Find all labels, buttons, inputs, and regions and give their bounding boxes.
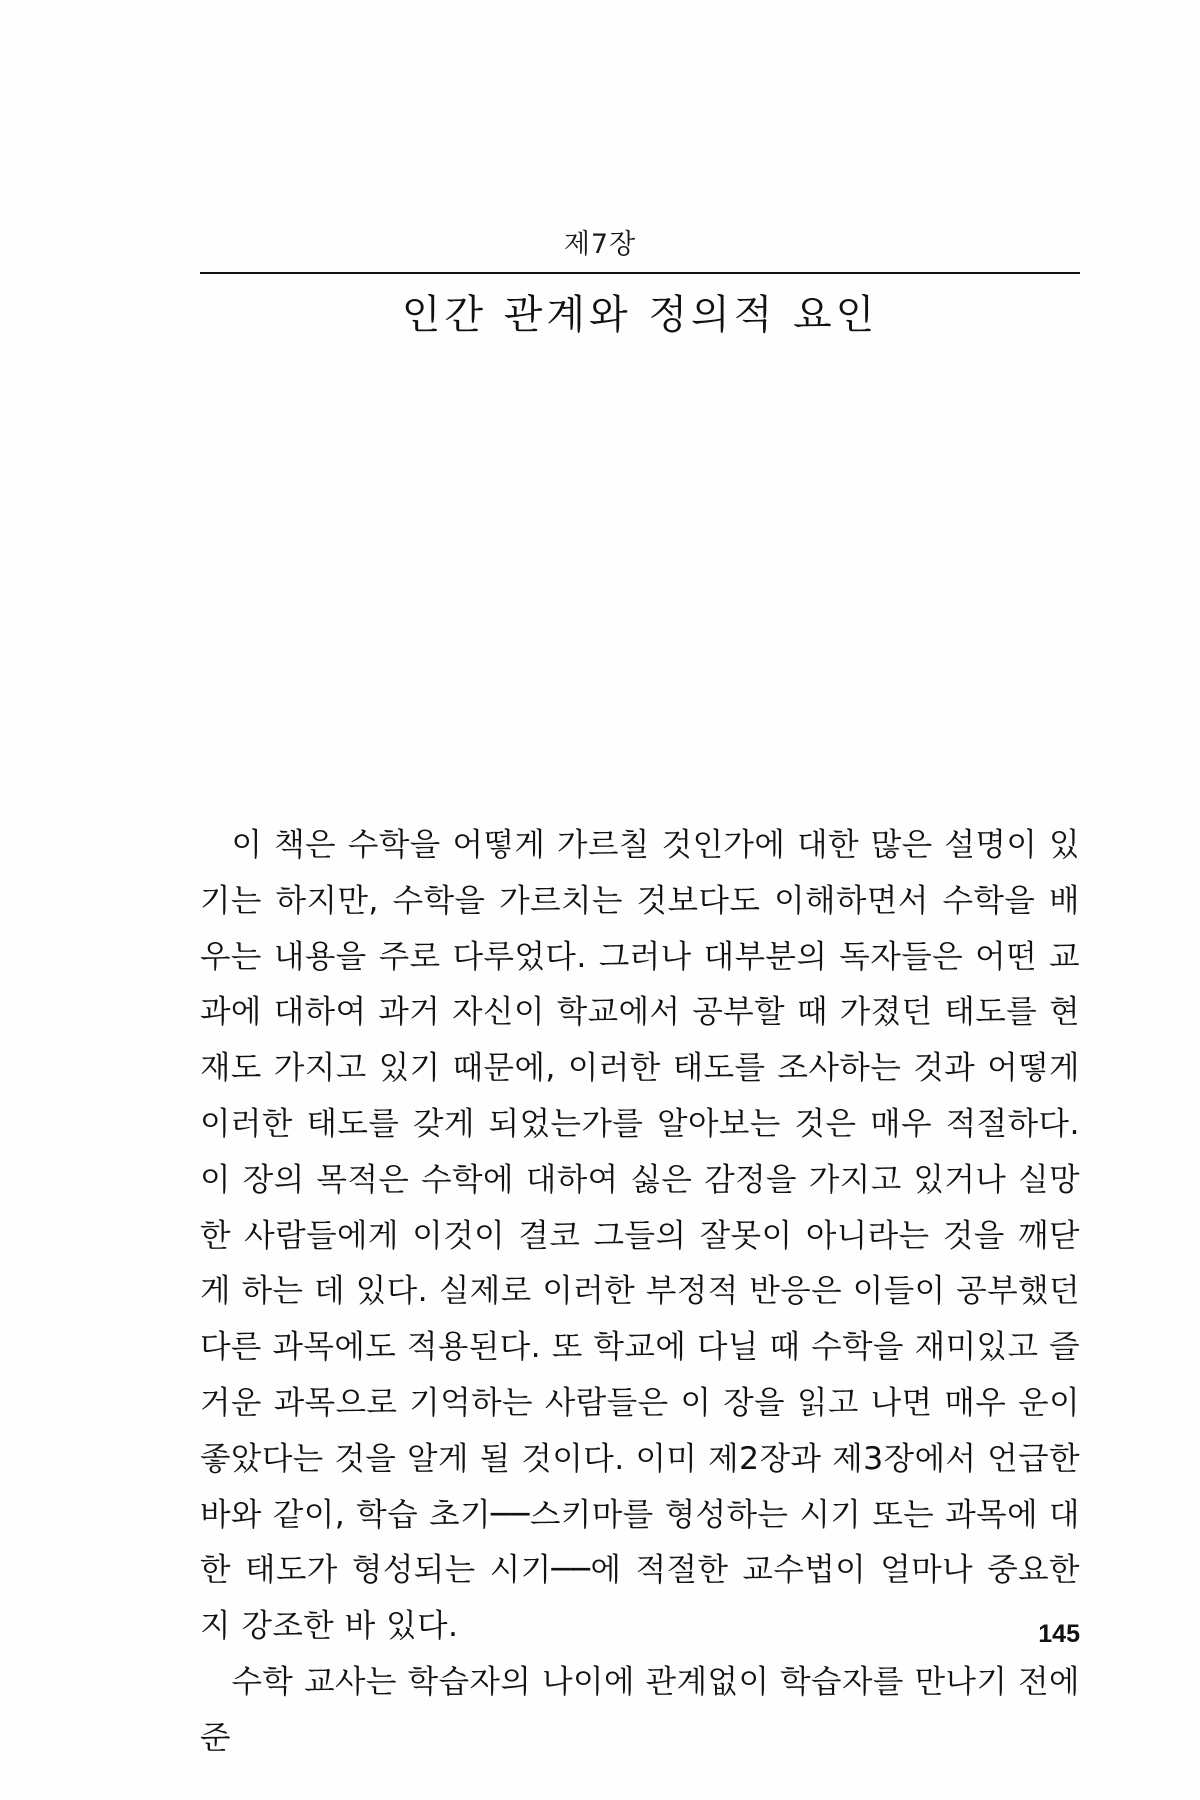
body-text bbox=[200, 818, 1080, 1767]
paragraph: 이 책은 수학을 어떻게 가르칠 것인가에 대한 많은 설명이 있기는 하지만, 수학을 가르치는 것보다도 이해하면서 수학을 배우는 내용을 주로 다루었다. 그러나 대부분의 독자들은 어떤 교과에 대하여 과거 자신이 학교에서 공부할 때 가졌던 태도를 현재도 가지고 있기 때문에, 이러한 태도를 조사하는 것과 어떻게 이러한 태도를 갖게 되었는가를 알아보는 것은 매우 적절하다. 이 장의 목적은 수학에 대하여 싫은 감정을 가지고 있거나 실망한 사람들에게 이것이 결코 그들의 잘못이 아니라는 것을 깨닫게 하는 데 있다. 실제로 이러한 부정적 반응은 이들이 공부했던 다른 과목에도 적용된다. 또 학교에 다닐 때 수학을 재미있고 즐거운 과목으로 기억하는 사람들은 이 장을 읽고 나면 매우 운이 좋았다는 것을 알게 될 것이다. 이미 제2장과 제3장에서 언급한 바와 같이, 학습 초기──스키마를 형성하는 시기 또는 과목에 대한 태도가 형성되는 시기──에 적절한 교수법이 얼마나 중요한지 강조한 바 있다. bbox=[200, 827, 1081, 1645]
chapter-title: 인간 관계와 정의적 요인 bbox=[401, 292, 879, 338]
chapter-number: 제7장 bbox=[563, 229, 637, 260]
chapter-title-rule bbox=[200, 272, 1080, 274]
page-number: 145 bbox=[1038, 1620, 1080, 1648]
paragraph: 수학 교사는 학습자의 나이에 관계없이 학습자를 만나기 전에 준 bbox=[200, 1663, 1080, 1756]
